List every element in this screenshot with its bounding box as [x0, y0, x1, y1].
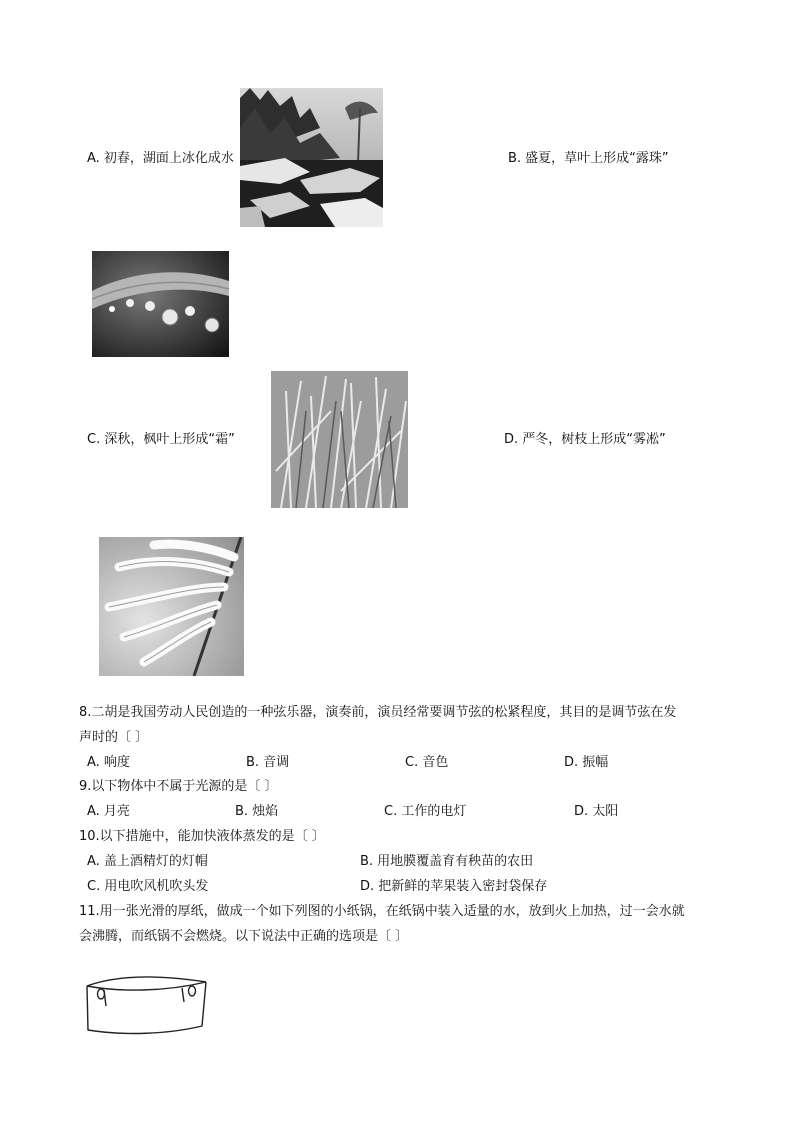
option-b-label: B. 盛夏，草叶上形成“露珠”	[508, 151, 669, 166]
q11-stem-line2: 会沸腾，而纸锅不会燃烧。以下说法中正确的选项是〔 〕	[79, 929, 409, 944]
q10-option-c: C. 用电吹风机吹头发	[87, 879, 209, 894]
rime-on-branch-photo	[99, 537, 244, 676]
q9-stem: 9.以下物体中不属于光源的是〔 〕	[79, 779, 278, 794]
option-a-label: A. 初春，湖面上冰化成水	[87, 151, 234, 166]
q8-option-c: C. 音色	[405, 755, 449, 770]
q9-option-c: C. 工作的电灯	[384, 804, 467, 819]
q10-option-b: B. 用地膜覆盖育有秧苗的农田	[360, 854, 534, 869]
q8-option-d: D. 振幅	[564, 755, 609, 770]
q9-option-b: B. 烛焰	[235, 804, 279, 819]
q11-stem-line1: 11.用一张光滑的厚纸，做成一个如下列图的小纸锅，在纸锅中装入适量的水，放到火上加热，过一会水就	[79, 904, 685, 919]
q10-option-a: A. 盖上酒精灯的灯帽	[87, 854, 208, 869]
q10-option-d: D. 把新鲜的苹果装入密封袋保存	[360, 879, 548, 894]
q8-option-a: A. 响度	[87, 755, 130, 770]
melting-ice-lake-photo	[240, 88, 383, 227]
paper-pot-drawing	[84, 972, 208, 1044]
q8-stem-line2: 声时的〔 〕	[79, 730, 149, 745]
q9-option-d: D. 太阳	[574, 804, 619, 819]
dew-drops-on-leaf-photo	[92, 251, 229, 357]
q10-stem: 10.以下措施中，能加快液体蒸发的是〔 〕	[79, 829, 325, 844]
option-c-label: C. 深秋，枫叶上形成“霜”	[87, 432, 235, 447]
option-d-label: D. 严冬，树枝上形成“雾凇”	[504, 432, 666, 447]
q8-stem-line1: 8.二胡是我国劳动人民创造的一种弦乐器，演奏前，演员经常要调节弦的松紧程度，其目的是调节弦在发	[79, 705, 677, 720]
q9-option-a: A. 月亮	[87, 804, 130, 819]
q8-option-b: B. 音调	[246, 755, 290, 770]
frost-on-grass-photo	[271, 371, 408, 508]
